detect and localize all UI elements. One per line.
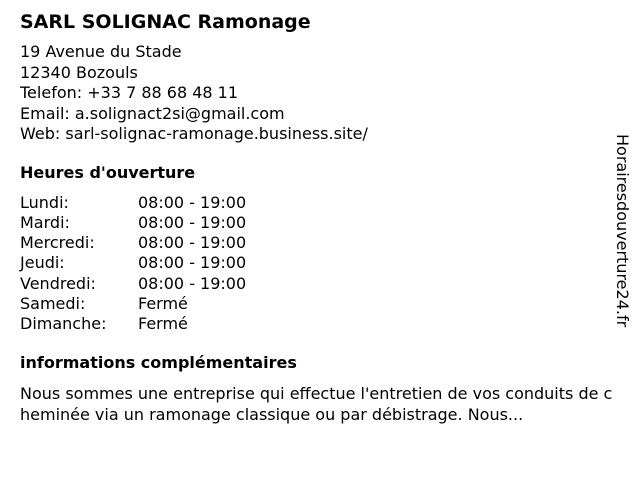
hours-time: 08:00 - 19:00 <box>138 212 247 232</box>
additional-info-heading: informations complémentaires <box>20 352 297 372</box>
hours-row-monday <box>20 193 620 213</box>
opening-hours-table <box>20 193 620 335</box>
hours-day: Dimanche: <box>20 314 107 334</box>
hours-time: 08:00 - 19:00 <box>138 233 247 253</box>
business-card <box>20 10 620 425</box>
hours-time: Fermé <box>138 314 188 334</box>
hours-day: Mercredi: <box>20 233 95 253</box>
opening-hours-heading: Heures d'ouverture <box>20 162 196 182</box>
site-watermark: Horairesdouverture24.fr <box>613 134 632 328</box>
hours-row-saturday <box>20 294 620 314</box>
additional-info-text: Nous sommes une entreprise qui effectue l'entretien de vos conduits de cheminée via un ramonage classique ou par débistrage. Nous... <box>20 383 613 424</box>
hours-row-tuesday <box>20 213 620 233</box>
hours-time: 08:00 - 19:00 <box>138 192 247 212</box>
hours-time: 08:00 - 19:00 <box>138 273 247 293</box>
hours-day: Samedi: <box>20 293 86 313</box>
phone-line: Telefon: +33 7 88 68 48 11 <box>20 83 239 102</box>
hours-row-thursday <box>20 253 620 273</box>
hours-row-wednesday <box>20 233 620 253</box>
hours-day: Vendredi: <box>20 273 96 293</box>
hours-row-friday <box>20 274 620 294</box>
email-line: Email: a.solignact2si@gmail.com <box>20 103 285 123</box>
hours-row-sunday <box>20 314 620 334</box>
web-line: Web: sarl-solignac-ramonage.business.site/ <box>20 124 368 143</box>
business-name: SARL SOLIGNAC Ramonage <box>20 11 311 33</box>
hours-day: Mardi: <box>20 212 70 232</box>
address-city: 12340 Bozouls <box>20 62 138 82</box>
hours-day: Jeudi: <box>20 253 65 273</box>
address-street: 19 Avenue du Stade <box>20 42 182 61</box>
hours-time: Fermé <box>138 293 188 313</box>
hours-time: 08:00 - 19:00 <box>138 253 247 273</box>
hours-day: Lundi: <box>20 192 69 212</box>
